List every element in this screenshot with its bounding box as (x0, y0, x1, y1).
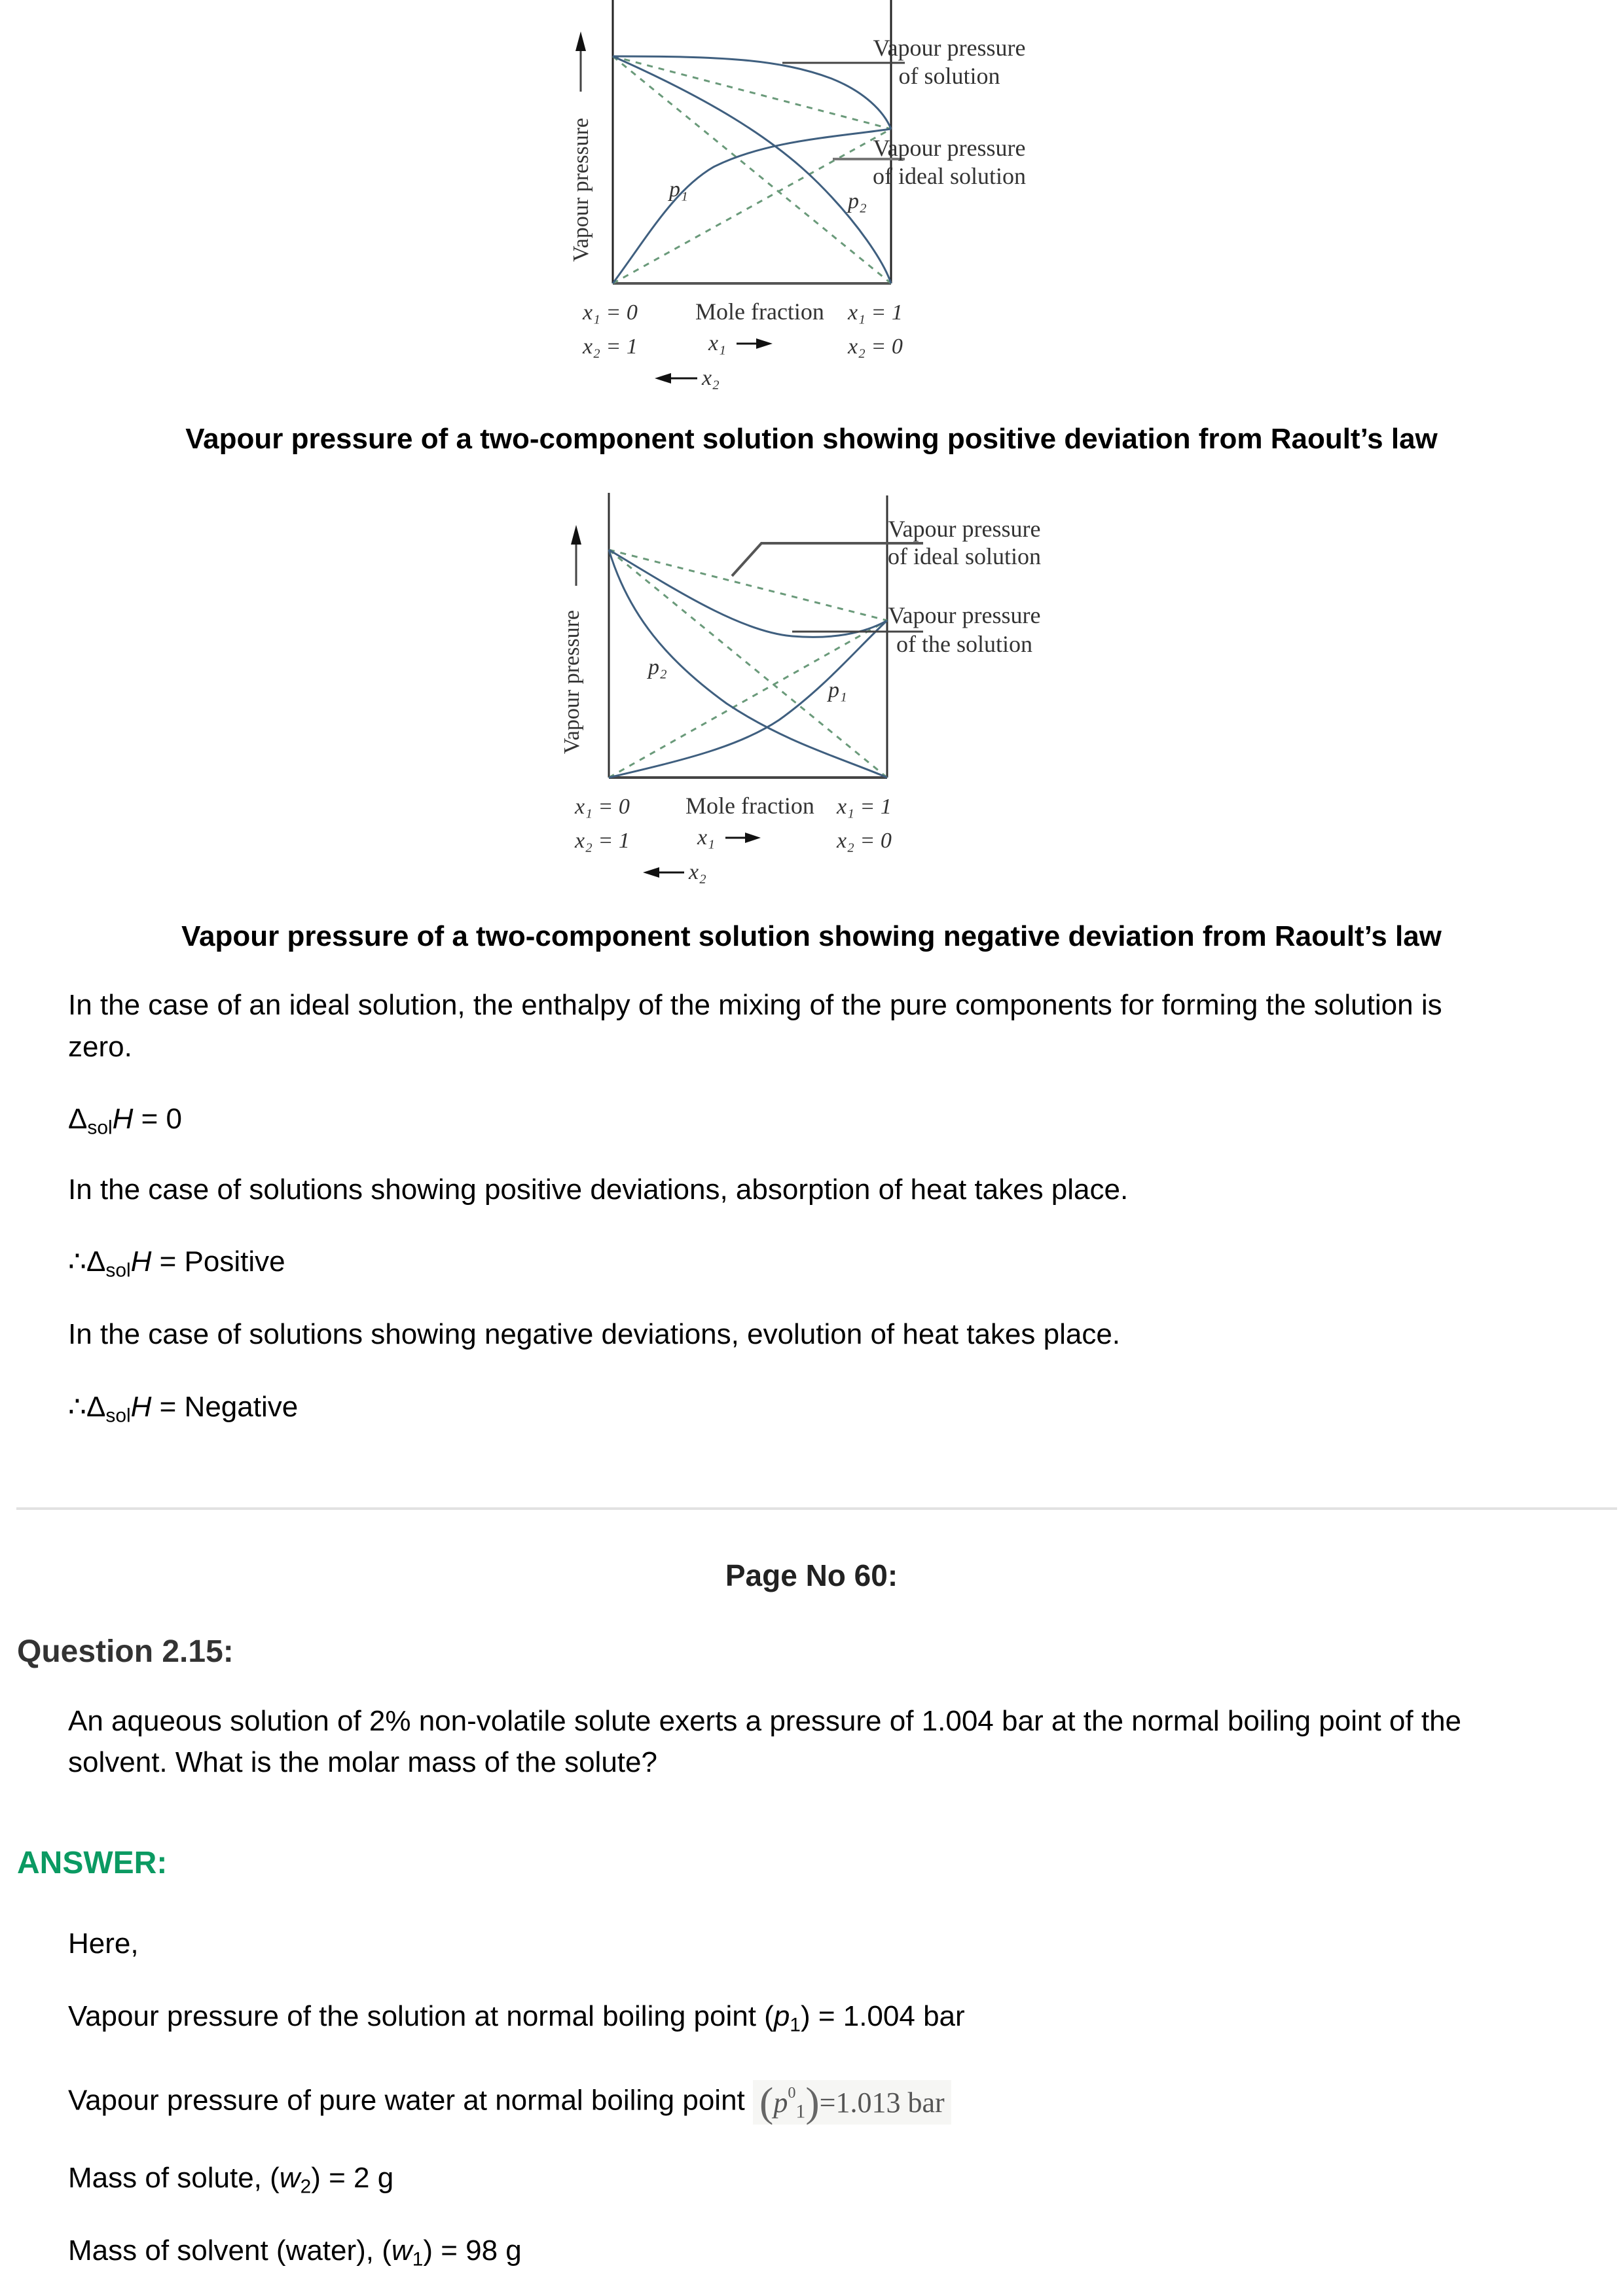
left-label-x1: x₁ = 0 (583, 300, 638, 325)
x1-arrow-head (745, 833, 761, 843)
x1-arrow-label: x₁ (708, 331, 726, 355)
callout-solution-line1: Vapour pressure (888, 602, 1041, 628)
mass-solute-line (68, 2162, 394, 2198)
vp-pure-superscript: 0 (788, 2084, 796, 2102)
vp-pure-value: =1.013 bar (819, 2087, 945, 2119)
x2-arrow-head (643, 867, 659, 878)
equation-value: = Positive (151, 1246, 285, 1278)
left-label-x2: x₂ = 1 (575, 829, 630, 853)
curve-label-p1: p₁ (669, 177, 688, 202)
curve-label-p2: p₂ (648, 655, 667, 679)
y-axis-arrow-head (575, 31, 586, 51)
delta-symbol: Δ (86, 1246, 106, 1278)
y-axis-label: Vapour pressure (569, 118, 593, 262)
vp-solution-symbol: p (773, 2000, 790, 2032)
mass-solvent-line (68, 2234, 522, 2270)
vp-pure-prefix: Vapour pressure of pure water at normal boiling point (68, 2084, 745, 2117)
sol-subscript: sol (105, 1259, 131, 1282)
x-axis-label: Mole fraction (695, 298, 824, 325)
vp-solution-suffix: ) = 1.004 bar (800, 2000, 965, 2032)
x2-arrow-label: x₂ (702, 366, 720, 390)
equation-delta-positive (68, 1246, 285, 1282)
vp-solution-subscript: 1 (790, 2014, 801, 2036)
mass-solvent-prefix: Mass of solvent (water), ( (68, 2234, 392, 2267)
x1-arrow-head (756, 338, 773, 349)
figure-negative-deviation (556, 484, 1146, 890)
equation-value: = 0 (133, 1103, 183, 1135)
delta-symbol: Δ (68, 1103, 88, 1135)
enthalpy-symbol: H (130, 1391, 152, 1423)
callout-ideal-line1: Vapour pressure (888, 516, 1041, 542)
formula-open-paren: ( (759, 2079, 774, 2125)
right-label-x1: x₁ = 1 (837, 795, 892, 819)
vp-pure-formula-image (753, 2080, 951, 2125)
figure-positive-deviation (556, 0, 1146, 393)
ideal-total-line (613, 56, 891, 129)
equation-delta-negative (68, 1391, 299, 1427)
page-number-heading: Page No 60: (725, 1558, 898, 1592)
mass-solute-prefix: Mass of solute, ( (68, 2162, 280, 2194)
ideal-total-line (609, 550, 887, 620)
vp-solution-prefix: Vapour pressure of the solution at normal boiling point ( (68, 2000, 774, 2032)
positive-deviation-diagram (556, 0, 1146, 393)
vp-pure-subscript: 1 (795, 2100, 806, 2123)
question-text-line2: solvent. What is the molar mass of the solute? (68, 1746, 657, 1778)
sol-subscript: sol (87, 1117, 113, 1139)
answer-here: Here, (68, 1928, 139, 1960)
x-axis-label: Mole fraction (685, 793, 814, 819)
callout-ideal-line1: Vapour pressure (873, 135, 1026, 161)
therefore-symbol: ∴ (68, 1391, 86, 1423)
ideal-p2-line (613, 56, 891, 283)
left-label-x2: x₂ = 1 (583, 334, 638, 359)
callout-solution-line1: Vapour pressure (873, 35, 1026, 61)
negative-deviation-text: In the case of solutions showing negative deviations, evolution of heat takes place. (68, 1318, 1121, 1350)
y-axis-arrow-head (571, 525, 581, 545)
mass-solute-symbol: w (279, 2162, 301, 2194)
ideal-solution-text-line2: zero. (68, 1031, 132, 1063)
curve-label-p1: p₁ (828, 678, 847, 702)
vapour-pressure-solution-line (68, 2000, 965, 2036)
x2-arrow-label: x₂ (689, 860, 706, 884)
delta-symbol: Δ (86, 1391, 106, 1423)
question-title: Question 2.15: (17, 1634, 234, 1669)
y-axis-label: Vapour pressure (560, 610, 584, 754)
right-label-x2: x₂ = 0 (848, 334, 903, 359)
left-label-x1: x₁ = 0 (575, 795, 630, 819)
question-text-line1: An aqueous solution of 2% non-volatile solute exerts a pressure of 1.004 bar at the normal boiling point of the (68, 1705, 1462, 1737)
positive-deviation-text: In the case of solutions showing positive deviations, absorption of heat takes place. (68, 1174, 1129, 1206)
mass-solvent-suffix: ) = 98 g (423, 2234, 522, 2267)
figure-caption-negative: Vapour pressure of a two-component solution showing negative deviation from Raoult’s law (181, 920, 1442, 952)
x2-arrow-head (655, 373, 671, 384)
callout-solution-line2: of solution (898, 63, 1000, 89)
sol-subscript: sol (105, 1405, 131, 1427)
equation-delta-zero (68, 1103, 183, 1139)
mass-solute-suffix: ) = 2 g (311, 2162, 394, 2194)
enthalpy-symbol: H (112, 1103, 134, 1135)
formula-close-paren: ) (805, 2079, 820, 2125)
answer-title: ANSWER: (17, 1846, 168, 1880)
callout-ideal-line2: of ideal solution (873, 163, 1026, 189)
mass-solute-subscript: 2 (300, 2176, 312, 2198)
solution-total-curve (609, 550, 887, 637)
callout-ideal-line2: of ideal solution (888, 543, 1041, 569)
vapour-pressure-pure-water-line (68, 2080, 951, 2125)
figure-caption-positive: Vapour pressure of a two-component solution showing positive deviation from Raoult’s law (185, 423, 1438, 455)
vp-pure-symbol: p (773, 2087, 788, 2119)
section-divider (16, 1507, 1617, 1510)
x1-arrow-label: x₁ (697, 825, 715, 850)
mass-solvent-symbol: w (391, 2234, 412, 2267)
mass-solvent-subscript: 1 (412, 2248, 424, 2270)
enthalpy-symbol: H (130, 1246, 152, 1278)
ideal-solution-text-line1: In the case of an ideal solution, the enthalpy of the mixing of the pure components for forming the solution is (68, 989, 1442, 1021)
callout-solution-line2: of the solution (896, 631, 1032, 657)
right-label-x1: x₁ = 1 (848, 300, 903, 325)
equation-value: = Negative (151, 1391, 299, 1423)
right-label-x2: x₂ = 0 (837, 829, 892, 853)
negative-deviation-diagram (556, 484, 1146, 890)
curve-label-p2: p₂ (848, 189, 867, 213)
therefore-symbol: ∴ (68, 1246, 86, 1278)
